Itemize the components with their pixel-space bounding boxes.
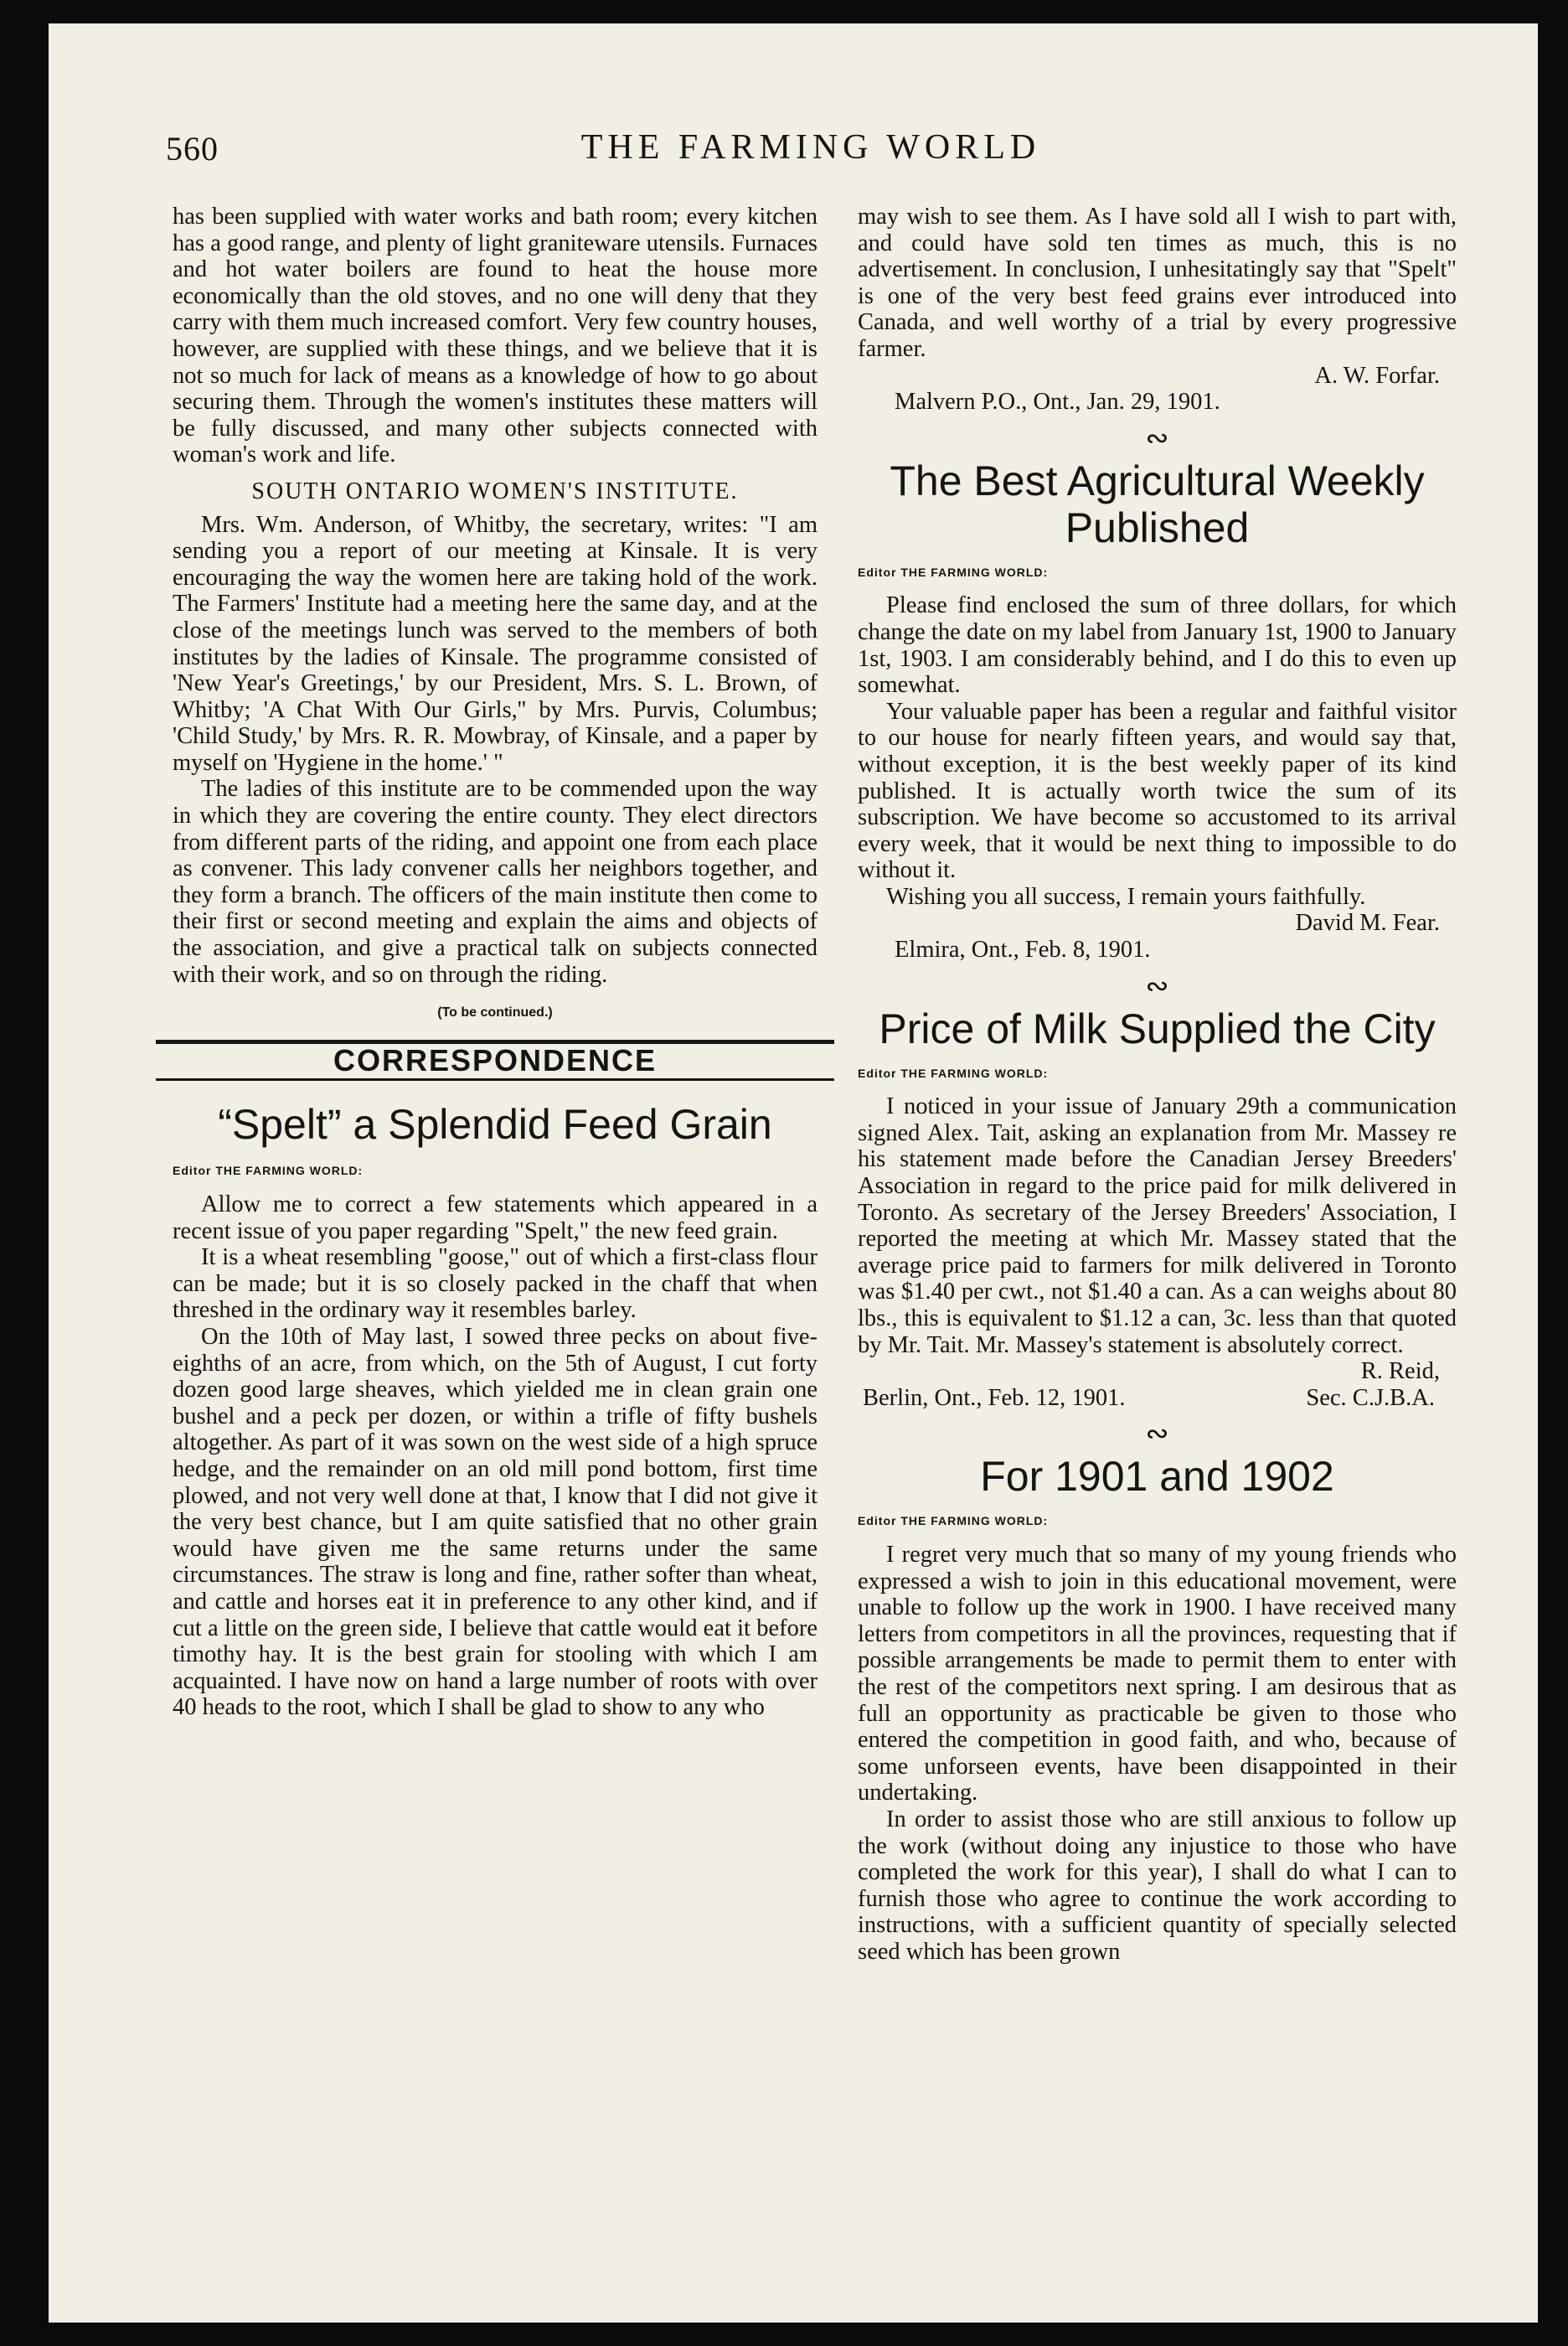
continued-note: (To be continued.)	[437, 1005, 553, 1021]
correspondence-bottom-rule	[156, 1078, 834, 1081]
spelt-paragraph-2: It is a wheat resembling "goose," out of which a first-class flour can be made; but it is so closely packed in the chaff that when threshed in the ordinary way it resembles barley.	[173, 1244, 818, 1324]
milk-price-title: Price of Milk Supplied the City	[879, 1005, 1436, 1052]
milk-price-place-date: Berlin, Ont., Feb. 12, 1901.	[863, 1384, 1126, 1411]
ornament-divider-3: ∾	[1145, 1418, 1169, 1450]
ornament-divider-2: ∾	[1145, 970, 1169, 1002]
journal-title: THE FARMING WORLD	[580, 128, 1041, 167]
for-1901-paragraph-2: In order to assist those who are still anxious to follow up the work (without doing any injustice to those who have completed the work for this year), I shall do what I can to furnish those who agree to continue the work according to instructions, with a sufficient quantity of specially selected seed which has been grown	[858, 1806, 1457, 1965]
spelt-paragraph-3: On the 10th of May last, I sowed three pecks on about five-eighths of an acre, from which, on the 5th of August, I cut forty dozen good large sheaves, which yielded me in clean grain one bushel and a peck per dozen, or within a trifle of fifty bushels altogether. As part of it was sown on the west side of a high spruce hedge, and the remainder on an old mill pond bottom, first time plowed, and not very well done at that, I know that I did not give it the very best chance, but I am quite satisfied that no other grain would have given me the same returns under the same circumstances. The straw is long and fine, rather softer than wheat, and cattle and horses eat it in preference to any other kind, and if cut a little on the green side, I believe that cattle would eat it before timothy hay. It is the best grain for stooling with which I am acquainted. I have now on hand a large number of roots with over 40 heads to the root, which I shall be glad to show to any who	[173, 1323, 818, 1721]
best-weekly-paragraph-2: Your valuable paper has been a regular and faithful visitor to our house for nearly fifteen years, and would say that, without exception, it is the best weekly paper of its kind published. It is actually worth twice the sum of its subscription. We have become so accustomed to its arrival every week, that it would be next thing to impossible to do without it.	[858, 698, 1457, 884]
best-weekly-signature: David M. Fear.	[1295, 910, 1440, 937]
spelt-place-date: Malvern P.O., Ont., Jan. 29, 1901.	[895, 389, 1220, 416]
milk-price-signer-title: Sec. C.J.B.A.	[1306, 1384, 1435, 1411]
best-weekly-place-date: Elmira, Ont., Feb. 8, 1901.	[895, 937, 1151, 964]
best-weekly-paragraph-1: Please find enclosed the sum of three dollars, for which change the date on my label from January 1st, 1900 to January 1st, 1903. I am considerably behind, and I do this to even up somewhat.	[858, 592, 1457, 699]
ornament-divider-1: ∾	[1145, 422, 1169, 454]
milk-price-footer-row	[858, 1385, 1457, 1412]
left-column	[173, 204, 818, 2298]
page-header	[166, 122, 1456, 189]
spelt-paragraph-1: Allow me to correct a few statements which appeared in a recent issue of you paper regarding "Spelt," the new feed grain.	[173, 1191, 818, 1244]
for-1901-title: For 1901 and 1902	[980, 1453, 1334, 1501]
newspaper-page	[49, 23, 1538, 2323]
best-weekly-paragraph-3: Wishing you all success, I remain yours faithfully.	[886, 883, 1366, 910]
opening-paragraph: has been supplied with water works and bath room; every kitchen has a good range, and plenty of light graniteware utensils. Furnaces and hot water boilers are found to heat the house more economically than the old stoves, and no one will deny that they carry with them much increased comfort. Very few country houses, however, are supplied with these things, and we believe that it is not so much for lack of means as a knowledge of how to go about securing them. Through the women's institutes these matters will be fully discussed, and many other subjects connected with woman's work and life.	[173, 204, 818, 468]
page-number: 560	[166, 130, 219, 168]
milk-price-signature: R. Reid,	[1360, 1358, 1440, 1385]
for-1901-paragraph-1: I regret very much that so many of my young friends who expressed a wish to join in this educational movement, were unable to follow up the work in 1900. I have received many letters from competitors in all the provinces, requesting that if possible arrangements be made to permit them to enter with the rest of the competitors next spring. I am desirous that as full an opportunity as practicable be given to those who entered the competition in good faith, and who, because of some unforseen events, have been disappointed in their undertaking.	[858, 1541, 1457, 1806]
spelt-article-title: “Spelt” a Splendid Feed Grain	[218, 1101, 772, 1149]
spelt-editor-line: Editor THE FARMING WORLD:	[173, 1164, 364, 1178]
milk-price-paragraph: I noticed in your issue of January 29th a communication signed Alex. Tait, asking an explanation from Mr. Massey re his statement made before the Canadian Jersey Breeders' Association in regard to the price paid for milk delivered in Toronto. As secretary of the Jersey Breeders' Association, I reported the meeting at which Mr. Massey stated that the average price paid to farmers for milk delivered in Toronto was $1.40 per cwt., not $1.40 a can. As a can weighs about 80 lbs., this is equivalent to $1.12 a can, 3c. less than that quoted by Mr. Tait. Mr. Massey's statement is absolutely correct.	[858, 1093, 1457, 1358]
for-1901-editor-line: Editor THE FARMING WORLD:	[858, 1514, 1049, 1528]
correspondence-heading: CORRESPONDENCE	[333, 1042, 658, 1077]
institute-commendation-paragraph: The ladies of this institute are to be commended upon the way in which they are covering the entire county. They elect directors from different parts of the riding, and appoint one from each place as convener. This lady convener calls her neighbors together, and they form a branch. The officers of the main institute then come to their first or second meeting and explain the aims and objects of the association, and give a practical talk on subjects connected with their work, and so on through the riding.	[173, 776, 818, 988]
spelt-continuation: may wish to see them. As I have sold all I wish to part with, and could have sold ten times as much, this is no advertisement. In conclusion, I unhesitatingly say that "Spelt" is one of the very best feed grains ever introduced into Canada, and well worthy of a trial by every progressive farmer.	[858, 204, 1457, 362]
best-weekly-editor-line: Editor THE FARMING WORLD:	[858, 565, 1049, 579]
right-column	[858, 204, 1457, 2298]
milk-price-editor-line: Editor THE FARMING WORLD:	[858, 1066, 1049, 1080]
institute-report-paragraph: Mrs. Wm. Anderson, of Whitby, the secretary, writes: "I am sending you a report of our meeting at Kinsale. It is very encouraging the way the women here are taking hold of the work. The Farmers' Institute had a meeting here the same day, and at the close of the meetings lunch was served to the members of both institutes by the ladies of Kinsale. The programme consisted of 'New Year's Greetings,' by our President, Mrs. S. L. Brown, of Whitby; 'A Chat With Our Girls,'' by Mrs. Purvis, Columbus; 'Child Study,' by Mrs. R. R. Mowbray, of Kinsale, and a paper by myself on 'Hygiene in the home.' "	[173, 511, 818, 776]
section-heading-south-ontario: SOUTH ONTARIO WOMEN'S INSTITUTE.	[251, 478, 739, 504]
spelt-signature: A. W. Forfar.	[1314, 362, 1440, 389]
best-weekly-title: The Best Agricultural Weekly Published	[890, 457, 1425, 551]
